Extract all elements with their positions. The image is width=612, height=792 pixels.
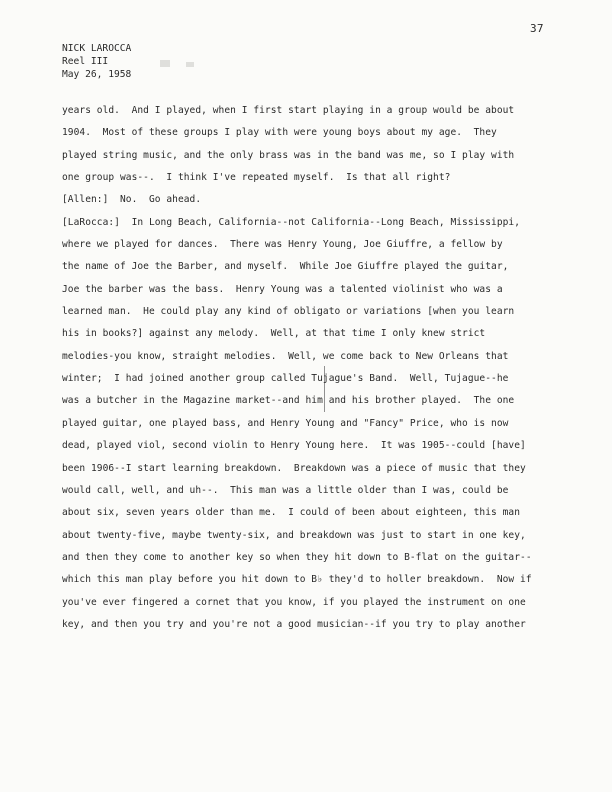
transcript-line: dead, played viol, second violin to Henry Young here. It was 1905--could [have] [62, 440, 526, 452]
transcript-line: been 1906--I start learning breakdown. Breakdown was a piece of music that they [62, 462, 526, 474]
interviewee-name: NICK LAROCCA [62, 43, 132, 54]
transcript-line: played guitar, one played bass, and Henry Young and "Fancy" Price, who is now [62, 417, 509, 429]
transcript-line: [Allen:] No. Go ahead. [62, 194, 202, 206]
transcript-line: where we played for dances. There was Henry Young, Joe Giuffre, a fellow by [62, 239, 503, 251]
transcript-line: melodies-you know, straight melodies. Well, we come back to New Orleans that [62, 350, 509, 362]
scan-smudge [186, 62, 194, 67]
document-header [62, 42, 131, 81]
interview-date: May 26, 1958 [62, 69, 132, 80]
transcript-line: his in books?] against any melody. Well, at that time I only knew strict [62, 328, 486, 340]
transcript-line: was a butcher in the Magazine market--and him and his brother played. The one [62, 395, 515, 407]
transcript-line: and then they come to another key so when they hit down to B-flat on the guitar-- [62, 551, 532, 563]
transcript-line: played string music, and the only brass was in the band was me, so I play with [62, 149, 515, 161]
transcript-line: [LaRocca:] In Long Beach, California--not California--Long Beach, Mississippi, [62, 216, 521, 228]
scan-smudge [160, 60, 170, 67]
transcript-line: one group was--. I think I've repeated myself. Is that all right? [62, 172, 451, 184]
page-number: 37 [530, 22, 544, 35]
transcript-line: you've ever fingered a cornet that you know, if you played the instrument on one [62, 596, 526, 608]
transcript-line: about twenty-five, maybe twenty-six, and breakdown was just to start in one key, [62, 529, 526, 541]
transcript-line: key, and then you try and you're not a good musician--if you try to play another [62, 618, 526, 630]
transcript-body [62, 100, 550, 636]
transcript-line: years old. And I played, when I first start playing in a group would be about [62, 105, 515, 116]
transcript-line: would call, well, and uh--. This man was a little older than I was, could be [62, 484, 509, 496]
reel-label: Reel III [62, 56, 109, 67]
transcript-line: the name of Joe the Barber, and myself. While Joe Giuffre played the guitar, [62, 261, 509, 273]
transcript-line: Joe the barber was the bass. Henry Young was a talented violinist who was a [62, 283, 503, 295]
transcript-line: learned man. He could play any kind of obligato or variations [when you learn [62, 306, 515, 318]
transcript-line: which this man play before you hit down to B♭ they'd to holler breakdown. Now if [62, 574, 532, 586]
transcript-line: 1904. Most of these groups I play with were young boys about my age. They [62, 127, 497, 139]
transcript-line: winter; I had joined another group called Tujague's Band. Well, Tujague--he [62, 373, 509, 385]
transcript-line: about six, seven years older than me. I could of been about eighteen, this man [62, 507, 521, 519]
